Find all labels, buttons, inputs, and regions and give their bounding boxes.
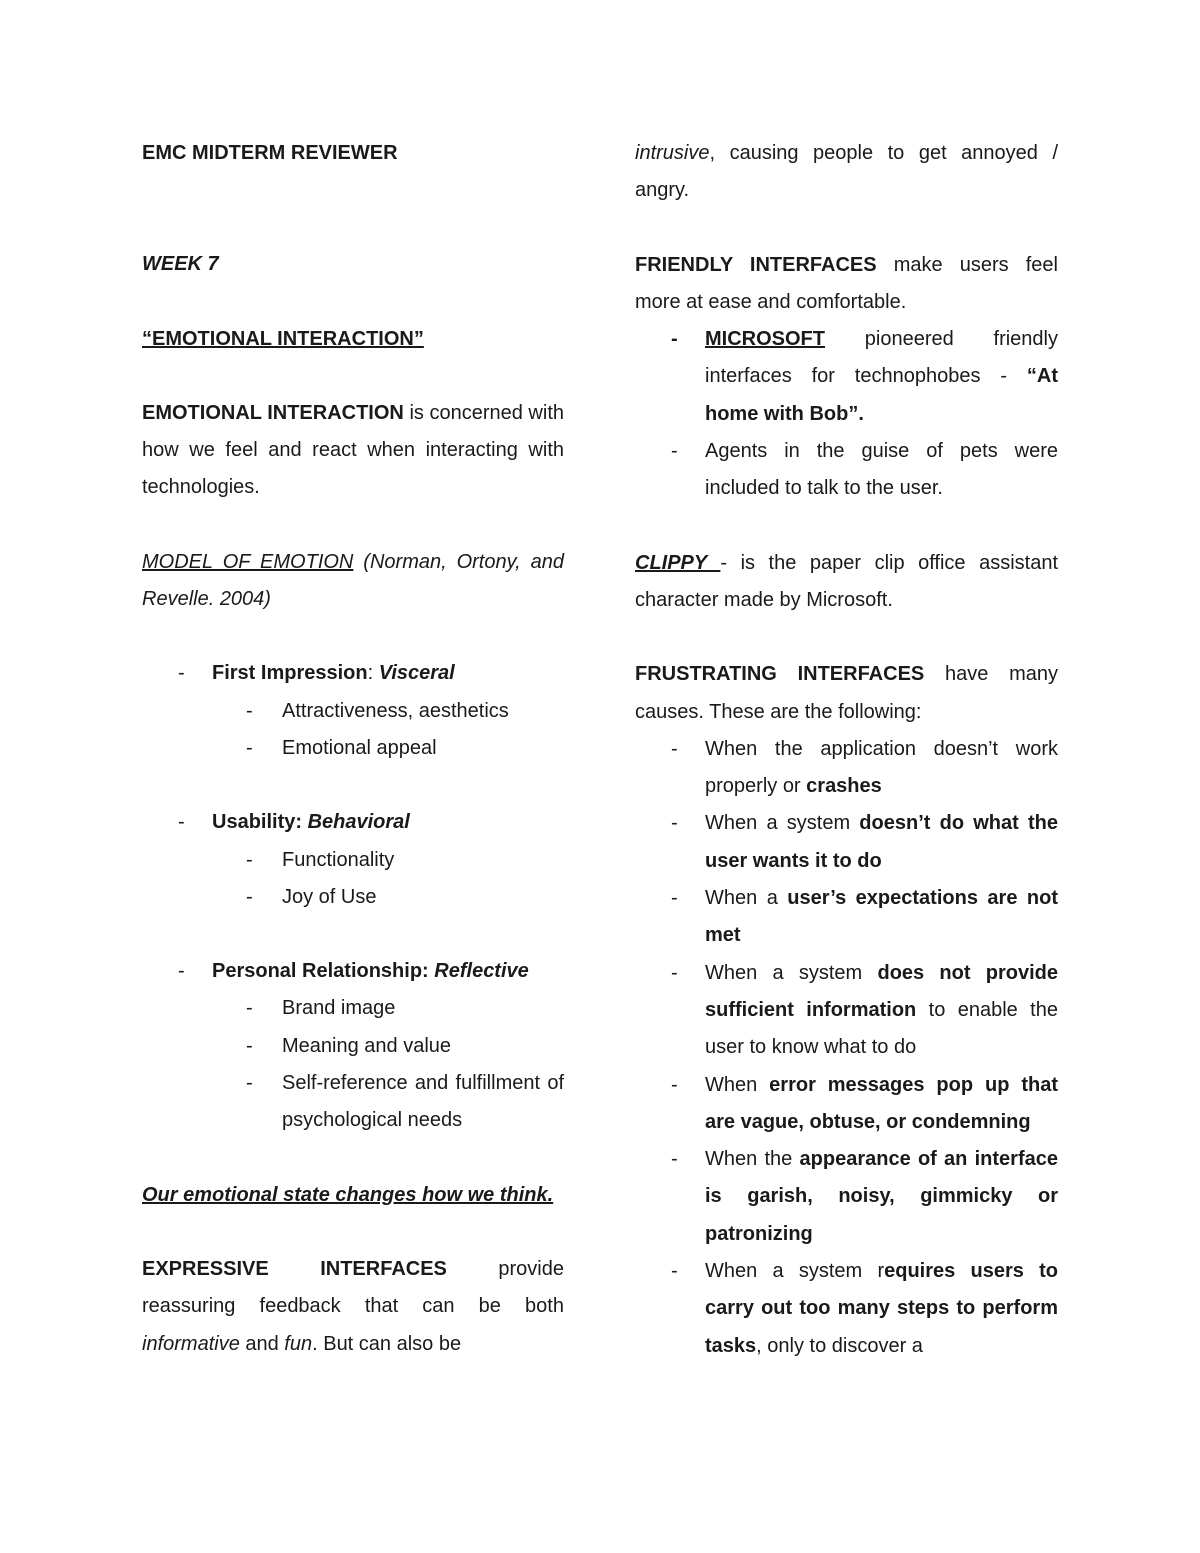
model-citation: (Norman, Ortony, and Revelle. 2004): [142, 550, 564, 611]
clippy-term: CLIPPY: [635, 551, 721, 574]
level-type: Visceral: [378, 662, 455, 685]
friendly-paragraph: [635, 247, 1058, 322]
sub-item: - Attractiveness, aesthetics: [142, 693, 564, 730]
frustrating-item: - When a system requires users to carry out too many steps to perform tasks, only to discover a: [635, 1253, 1058, 1365]
emotion-levels-list: [142, 953, 564, 990]
expressive-word: informative: [142, 1332, 240, 1355]
level-item-reflective: [142, 953, 564, 990]
expressive-term: EXPRESSIVE INTERFACES: [142, 1257, 447, 1280]
sub-item: - Joy of Use: [142, 879, 564, 916]
sub-item: - Emotional appeal: [142, 730, 564, 767]
level-name: First Impression: [212, 662, 368, 685]
model-paragraph: [142, 544, 564, 619]
continued-paragraph: [635, 135, 1058, 210]
expressive-text: and: [239, 1332, 285, 1355]
emphasis-statement: Our emotional state changes how we think.: [142, 1183, 554, 1206]
frustrating-paragraph: [635, 656, 1058, 731]
definition-paragraph: [142, 395, 564, 507]
frustrating-item: - When a system does not provide sufficient information to enable the user to know what to do: [635, 955, 1058, 1067]
level-name: Personal Relationship:: [212, 960, 429, 983]
emotion-levels-list: [142, 655, 564, 692]
friendly-text: make users feel more at ease and comfortable.: [635, 253, 1058, 313]
microsoft-term: MICROSOFT: [705, 328, 825, 351]
level-type: Behavioral: [307, 811, 410, 834]
level-separator: :: [367, 662, 379, 685]
model-term: MODEL OF EMOTION: [142, 550, 354, 573]
continued-word: intrusive: [635, 142, 710, 164]
level-item-behavioral: [142, 804, 564, 841]
level-name: Usability:: [212, 811, 303, 834]
topic-heading: “EMOTIONAL INTERACTION”: [142, 327, 424, 350]
friendly-item-agents: - Agents in the guise of pets were included to talk to the user.: [635, 433, 1058, 508]
microsoft-text: pioneered friendly interfaces for technophobes -: [705, 328, 1058, 388]
friendly-term: FRIENDLY INTERFACES: [635, 253, 877, 276]
frustrating-term: FRUSTRATING INTERFACES: [635, 663, 925, 686]
microsoft-quote: “At home with Bob”.: [705, 365, 1058, 425]
frustrating-list: [635, 731, 1058, 1365]
definition-text: is concerned with how we feel and react when interacting with technologies.: [142, 401, 564, 499]
expressive-word: fun: [284, 1332, 313, 1355]
sub-item: - Functionality: [142, 842, 564, 879]
frustrating-item: - When a user’s expectations are not met: [635, 880, 1058, 955]
week-heading: WEEK 7: [142, 253, 219, 276]
left-column: [142, 135, 564, 1363]
expressive-text: provide reassuring feedback that can be both: [142, 1257, 564, 1318]
clippy-text: - is the paper clip office assistant character made by Microsoft.: [635, 551, 1058, 611]
expressive-paragraph: [142, 1251, 564, 1363]
frustrating-item: - When the application doesn’t work properly or crashes: [635, 731, 1058, 806]
frustrating-text: have many causes. These are the following:: [635, 663, 1058, 723]
visceral-sublist: [142, 693, 564, 768]
clippy-paragraph: [635, 545, 1058, 620]
continued-text: , causing people to get annoyed / angry.: [635, 142, 1058, 202]
friendly-list: [635, 321, 1058, 507]
sub-item: - Meaning and value: [142, 1028, 564, 1065]
right-column: [635, 135, 1058, 1365]
sub-item: - Self-reference and fulfillment of psychological needs: [142, 1065, 564, 1140]
expressive-text: . But can also be: [312, 1332, 462, 1355]
frustrating-item: - When the appearance of an interface is garish, noisy, gimmicky or patronizing: [635, 1141, 1058, 1253]
document-title: EMC MIDTERM REVIEWER: [142, 142, 398, 164]
frustrating-item: - When a system doesn’t do what the user wants it to do: [635, 805, 1058, 880]
sub-item: - Brand image: [142, 990, 564, 1027]
level-type: Reflective: [434, 960, 529, 983]
level-item-visceral: [142, 655, 564, 692]
emotion-levels-list: [142, 804, 564, 841]
definition-term: EMOTIONAL INTERACTION: [142, 401, 404, 424]
behavioral-sublist: [142, 842, 564, 917]
friendly-item-microsoft: [635, 321, 1058, 433]
reflective-sublist: [142, 990, 564, 1139]
frustrating-item: - When error messages pop up that are vague, obtuse, or condemning: [635, 1067, 1058, 1142]
